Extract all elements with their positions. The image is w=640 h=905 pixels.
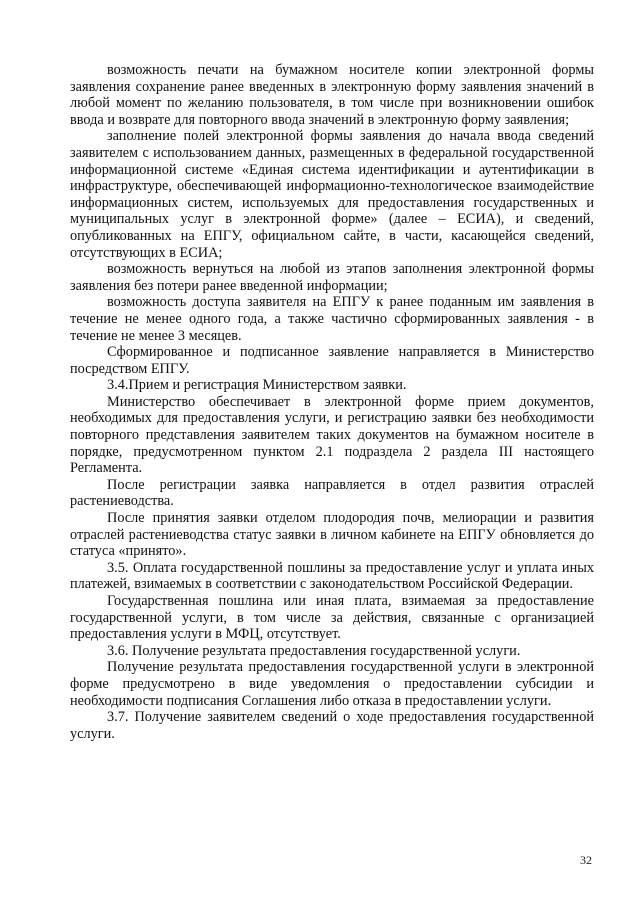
section-heading-3-7: 3.7. Получение заявителем сведений о ходе предоставления государственной услуги. (70, 709, 594, 742)
paragraph-result: Получение результата предоставления государственной услуги в электронной форме предусмотрено в виде уведомления о предоставлении субсидии и необходимости подписания Соглашения либо отказа в предоставлении услуги. (70, 659, 594, 709)
section-heading-3-4: 3.4.Прием и регистрация Министерством заявки. (107, 377, 407, 394)
paragraph-prefill-esia: заполнение полей электронной формы заявления до начала ввода сведений заявителем с использованием данных, размещенных в федеральной государственной информационной системе «Единая система идентификации и аутентификации в инфраструктуре, обеспечивающей информационно-технологическое взаимодействие информационных систем, используемых для предоставления государственных и муниципальных услуг в электронной форме» (далее – ЕСИА), и сведений, опубликованных на ЕПГУ, официальном сайте, в части, касающейся сведений, отсутствующих в ЕСИА; (70, 128, 594, 261)
section-heading-3-6: 3.6. Получение результата предоставления государственной услуги. (107, 642, 521, 659)
paragraph-access-history: возможность доступа заявителя на ЕПГУ к ранее поданным им заявления в течение не менее одного года, а также частично сформированных заявления - в течение не менее 3 месяцев. (70, 294, 594, 344)
paragraph-return-step: возможность вернуться на любой из этапов заполнения электронной формы заявления без потери ранее введенной информации; (70, 261, 594, 294)
paragraph-status-update: После принятия заявки отделом плодородия почв, мелиорации и развития отраслей растениеводства статус заявки в личном кабинете на ЕПГУ обновляется до статуса «принято». (70, 510, 594, 560)
paragraph-print-copy: возможность печати на бумажном носителе копии электронной формы заявления сохранение ранее введенных в электронную форму заявления значений в любой момент по желанию пользователя, в том числе при возникновении ошибок ввода и возврате для повторного ввода значений в электронную форму заявления; (70, 62, 594, 128)
page-number: 32 (580, 853, 592, 867)
paragraph-submission: Сформированное и подписанное заявление направляется в Министерство посредством ЕПГУ. (70, 344, 594, 377)
paragraph-ministry-reception: Министерство обеспечивает в электронной форме прием документов, необходимых для предоставления услуги, и регистрацию заявки без необходимости повторного представления заявителем таких документов на бумажном носителе в порядке, предусмотренном пунктом 2.1 подраздела 2 раздела III настоящего Регламента. (70, 393, 594, 477)
section-heading-3-5: 3.5. Оплата государственной пошлины за предоставление услуг и уплата иных платежей, взимаемых в соответствии с законодательством Российской Федерации. (70, 559, 594, 593)
paragraph-fee: Государственная пошлина или иная плата, взимаемая за предоставление государственной услуги, в том числе за действия, связанные с организацией предоставления услуги в МФЦ, отсутствует. (70, 593, 594, 643)
document-body (70, 62, 594, 742)
paragraph-after-registration: После регистрации заявка направляется в отдел развития отраслей растениеводства. (70, 476, 594, 510)
